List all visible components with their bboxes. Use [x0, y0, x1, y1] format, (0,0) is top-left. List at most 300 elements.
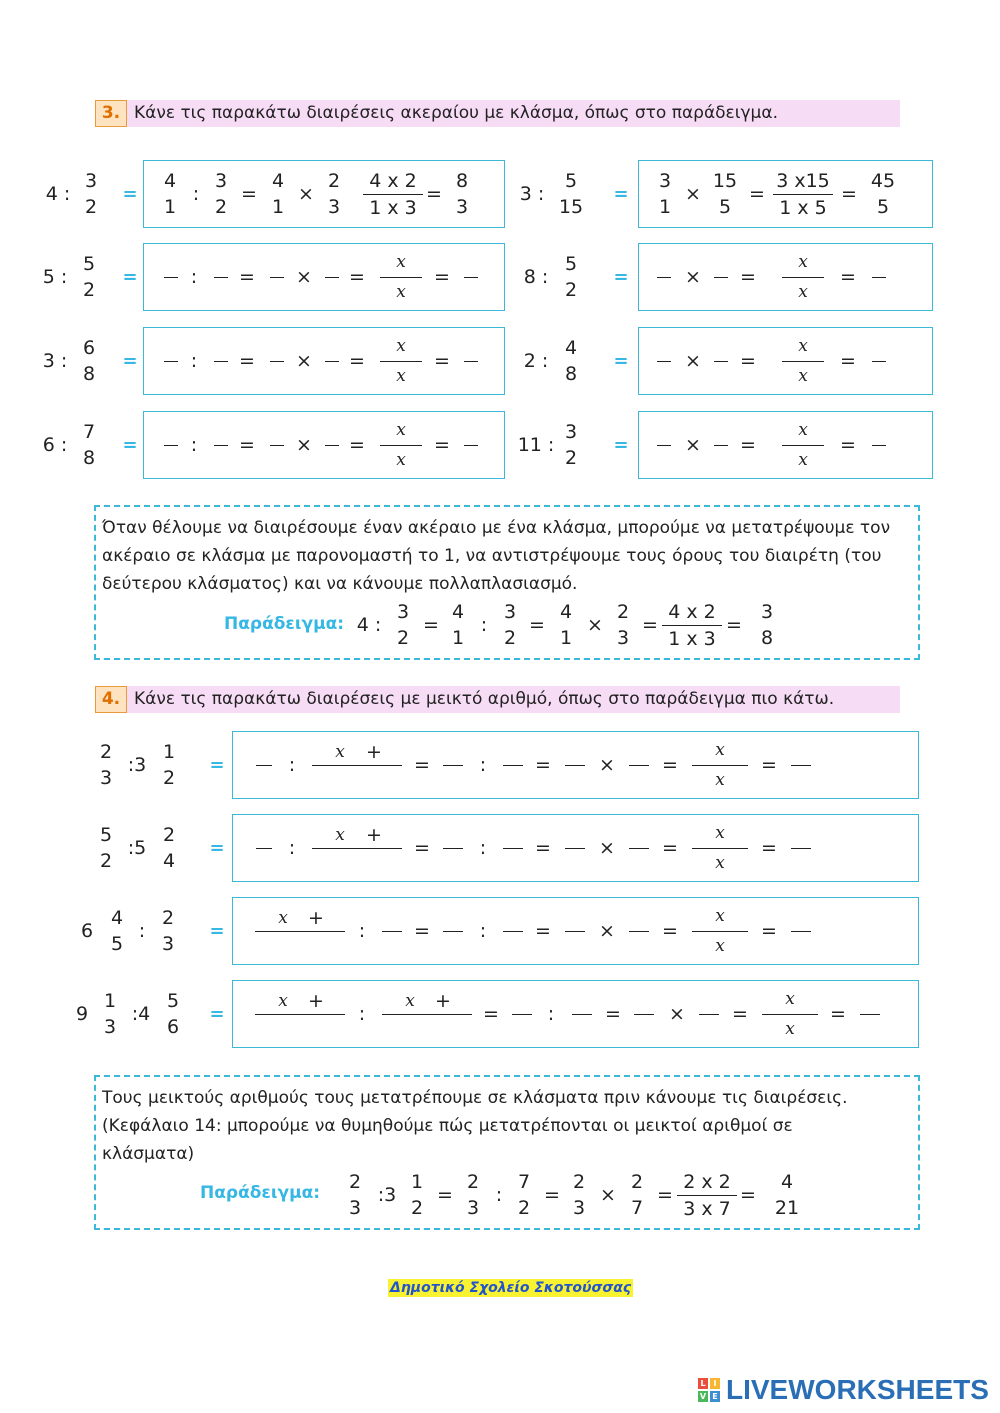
operator: : — [547, 1003, 555, 1025]
fraction — [773, 168, 833, 221]
operator: = — [740, 266, 756, 288]
integer-operand: 3 : — [519, 183, 545, 205]
operator: × — [587, 614, 603, 636]
fraction — [76, 168, 106, 220]
operator: × — [600, 1184, 616, 1206]
denominator: 4 — [162, 850, 176, 872]
variable-x: x — [396, 450, 406, 470]
numerator: 4 — [163, 170, 177, 192]
operator: = — [642, 614, 658, 636]
fraction — [153, 905, 183, 957]
operator: + — [435, 990, 451, 1012]
denominator: 1 — [163, 196, 177, 218]
rule-text-line: Τους μεικτούς αριθμούς τους μετατρέπουμε σε κλάσματα πριν κάνουμε τις διαιρέσεις. — [102, 1088, 848, 1108]
fraction — [443, 599, 473, 651]
operator: = — [740, 350, 756, 372]
answer-blank — [164, 361, 178, 362]
rule-text-line: δεύτερου κλάσματος) και να κάνουμε πολλαπλασιασμό. — [102, 574, 578, 594]
fraction — [363, 168, 423, 221]
denominator: 1 — [658, 196, 672, 218]
equals-sign: = — [122, 350, 138, 372]
fraction — [677, 1169, 737, 1222]
denominator: 15 — [558, 196, 584, 218]
fraction — [551, 599, 581, 651]
variable-x: x — [798, 420, 808, 440]
answer-blank — [565, 765, 585, 766]
denominator: 5 — [718, 196, 732, 218]
denominator: 1 — [559, 627, 573, 649]
denominator: 3 — [99, 767, 113, 789]
operator: : — [190, 350, 198, 372]
answer-blank — [255, 931, 345, 932]
fraction — [710, 168, 740, 220]
answer-blank — [791, 931, 811, 932]
variable-x: x — [715, 740, 725, 760]
operator: = — [840, 266, 856, 288]
operator: = — [426, 183, 442, 205]
operator: : — [479, 920, 487, 942]
fraction — [319, 168, 349, 220]
fraction — [564, 1169, 594, 1221]
answer-blank — [443, 931, 463, 932]
operator: = — [349, 350, 365, 372]
numerator: 2 — [99, 741, 113, 763]
variable-x: x — [396, 336, 406, 356]
variable-x: x — [785, 1019, 795, 1039]
equals-sign: = — [613, 183, 629, 205]
operator: = — [657, 1184, 673, 1206]
equals-sign: = — [209, 920, 225, 942]
answer-box — [143, 243, 505, 311]
fraction — [402, 1169, 432, 1221]
answer-blank — [714, 445, 728, 446]
integer-operand: 2 : — [523, 350, 549, 372]
fraction — [155, 168, 185, 220]
equals-sign: = — [613, 434, 629, 456]
equals-sign: = — [613, 266, 629, 288]
equals-sign: = — [209, 837, 225, 859]
answer-blank — [782, 277, 824, 278]
operator: × — [685, 266, 701, 288]
answer-blank — [214, 277, 228, 278]
denominator: 1 x 5 — [779, 197, 827, 219]
answer-blank — [464, 361, 478, 362]
operator: = — [841, 183, 857, 205]
operator: = — [535, 920, 551, 942]
operator: = — [529, 614, 545, 636]
numerator: 3 — [658, 170, 672, 192]
operator: = — [535, 754, 551, 776]
answer-blank — [164, 277, 178, 278]
variable-x: x — [396, 420, 406, 440]
section-3-header — [95, 100, 900, 127]
numerator: 6 — [82, 337, 96, 359]
fraction — [556, 168, 586, 220]
denominator: 3 — [348, 1197, 362, 1219]
numerator: 3 — [396, 601, 410, 623]
denominator: 8 — [82, 363, 96, 385]
answer-blank — [325, 361, 339, 362]
answer-blank — [699, 1014, 719, 1015]
operator: + — [366, 741, 382, 763]
answer-blank — [503, 765, 523, 766]
operator: = — [434, 434, 450, 456]
answer-blank — [657, 277, 671, 278]
operator: :3 — [377, 1184, 397, 1206]
answer-blank — [312, 848, 402, 849]
fraction — [74, 251, 104, 303]
denominator: 3 — [103, 1016, 117, 1038]
variable-x: x — [715, 906, 725, 926]
answer-blank — [214, 445, 228, 446]
numerator: 2 — [616, 601, 630, 623]
variable-x: x — [715, 823, 725, 843]
operator: = — [544, 1184, 560, 1206]
numerator: 3 — [84, 170, 98, 192]
answer-blank — [443, 848, 463, 849]
operator: × — [298, 183, 314, 205]
numerator: 8 — [455, 170, 469, 192]
answer-blank — [791, 848, 811, 849]
fraction — [868, 168, 898, 220]
variable-x: x — [335, 825, 345, 845]
operator: = — [662, 920, 678, 942]
denominator: 8 — [564, 363, 578, 385]
answer-blank — [791, 765, 811, 766]
operator: × — [296, 350, 312, 372]
fraction — [556, 335, 586, 387]
variable-x: x — [798, 282, 808, 302]
brand-logo — [698, 1374, 994, 1408]
denominator: 1 x 3 — [369, 197, 417, 219]
answer-blank — [657, 361, 671, 362]
operator: :3 — [127, 754, 147, 776]
numerator: 45 — [870, 170, 896, 192]
integer-operand: 3 : — [42, 350, 68, 372]
operator: :5 — [127, 837, 147, 859]
denominator: 2 — [410, 1197, 424, 1219]
fraction — [388, 599, 418, 651]
answer-blank — [464, 445, 478, 446]
answer-blank — [872, 277, 886, 278]
denominator: 2 — [214, 196, 228, 218]
fraction — [206, 168, 236, 220]
fraction — [772, 1169, 802, 1221]
whole-number: 9 — [75, 1003, 89, 1025]
denominator: 21 — [774, 1197, 800, 1219]
operator: × — [685, 434, 701, 456]
answer-blank — [692, 765, 748, 766]
denominator: 5 — [110, 933, 124, 955]
answer-blank — [256, 765, 272, 766]
denominator: 3 — [161, 933, 175, 955]
whole-number: 6 — [80, 920, 94, 942]
integer-operand: 11 : — [517, 434, 555, 456]
denominator: 2 — [564, 279, 578, 301]
denominator: 3 — [616, 627, 630, 649]
answer-blank — [565, 931, 585, 932]
operator: : — [288, 837, 296, 859]
answer-blank — [164, 445, 178, 446]
answer-blank — [714, 361, 728, 362]
variable-x: x — [798, 366, 808, 386]
answer-blank — [380, 445, 422, 446]
variable-x: x — [715, 770, 725, 790]
operator: = — [662, 754, 678, 776]
answer-blank — [380, 277, 422, 278]
operator: = — [840, 350, 856, 372]
denominator: 8 — [760, 627, 774, 649]
denominator: 2 — [503, 627, 517, 649]
fraction — [154, 739, 184, 791]
numerator: 4 — [110, 907, 124, 929]
answer-blank — [872, 361, 886, 362]
numerator: 1 — [103, 990, 117, 1012]
answer-blank — [464, 277, 478, 278]
fraction — [622, 1169, 652, 1221]
answer-blank — [382, 931, 402, 932]
variable-x: x — [278, 908, 288, 928]
denominator: 3 — [327, 196, 341, 218]
operator: : — [190, 434, 198, 456]
operator: = — [662, 837, 678, 859]
answer-blank — [382, 1014, 472, 1015]
answer-blank — [714, 277, 728, 278]
operator: = — [241, 183, 257, 205]
numerator: 1 — [410, 1171, 424, 1193]
denominator: 1 x 3 — [668, 628, 716, 650]
operator: = — [535, 837, 551, 859]
denominator: 2 — [82, 279, 96, 301]
operator: + — [366, 824, 382, 846]
operator: = — [732, 1003, 748, 1025]
operator: = — [761, 837, 777, 859]
denominator: 2 — [99, 850, 113, 872]
denominator: 2 — [84, 196, 98, 218]
answer-blank — [629, 931, 649, 932]
fraction — [608, 599, 638, 651]
liveworksheets-icon: L I V E — [698, 1378, 722, 1404]
numerator: 2 — [162, 824, 176, 846]
answer-blank — [860, 1014, 880, 1015]
example-label: Παράδειγμα: — [200, 1183, 321, 1203]
rule-text-line: (Κεφάλαιο 14: μπορούμε να θυμηθούμε πώς μετατρέπονται οι μεικτοί αριθμοί σε — [102, 1116, 793, 1136]
numerator: 7 — [82, 421, 96, 443]
operator: = — [740, 434, 756, 456]
variable-x: x — [396, 252, 406, 272]
example-label: Παράδειγμα: — [224, 614, 345, 634]
variable-x: x — [785, 989, 795, 1009]
fraction — [556, 251, 586, 303]
operator: = — [423, 614, 439, 636]
section-number: 3. — [95, 100, 127, 127]
fraction — [158, 988, 188, 1040]
numerator: 4 x 2 — [363, 168, 423, 195]
operator: × — [296, 266, 312, 288]
operator: = — [349, 434, 365, 456]
numerator: 5 — [166, 990, 180, 1012]
operator: 4 : — [356, 614, 382, 636]
operator: × — [685, 183, 701, 205]
variable-x: x — [798, 450, 808, 470]
equals-sign: = — [613, 350, 629, 372]
numerator: 2 — [327, 170, 341, 192]
answer-blank — [270, 277, 284, 278]
denominator: 2 — [396, 627, 410, 649]
numerator: 4 — [559, 601, 573, 623]
answer-box — [143, 327, 505, 395]
numerator: 3 — [760, 601, 774, 623]
operator: = — [239, 434, 255, 456]
numerator: 4 — [564, 337, 578, 359]
integer-operand: 5 : — [42, 266, 68, 288]
operator: :4 — [131, 1003, 151, 1025]
operator: × — [669, 1003, 685, 1025]
operator: = — [749, 183, 765, 205]
equals-sign: = — [122, 434, 138, 456]
operator: × — [599, 920, 615, 942]
answer-box — [143, 411, 505, 479]
answer-blank — [214, 361, 228, 362]
fraction — [509, 1169, 539, 1221]
variable-x: x — [396, 282, 406, 302]
fraction — [154, 822, 184, 874]
numerator: 4 — [451, 601, 465, 623]
fraction — [458, 1169, 488, 1221]
numerator: 2 x 2 — [677, 1169, 737, 1196]
numerator: 5 — [564, 170, 578, 192]
variable-x: x — [335, 742, 345, 762]
numerator: 2 — [572, 1171, 586, 1193]
numerator: 2 — [348, 1171, 362, 1193]
fraction — [650, 168, 680, 220]
school-name: Δημοτικό Σχολείο Σκοτούσσας — [390, 1280, 632, 1296]
fraction — [447, 168, 477, 220]
answer-blank — [634, 1014, 654, 1015]
operator: = — [840, 434, 856, 456]
operator: : — [358, 920, 366, 942]
section-instruction: Κάνε τις παρακάτω διαιρέσεις με μεικτό αριθμό, όπως στο παράδειγμα πιο κάτω. — [134, 689, 835, 709]
answer-blank — [325, 445, 339, 446]
numerator: 3 — [564, 421, 578, 443]
denominator: 2 — [564, 447, 578, 469]
operator: = — [414, 837, 430, 859]
operator: = — [740, 1184, 756, 1206]
operator: : — [480, 614, 488, 636]
equals-sign: = — [209, 1003, 225, 1025]
numerator: 2 — [630, 1171, 644, 1193]
numerator: 7 — [517, 1171, 531, 1193]
operator: : — [190, 266, 198, 288]
operator: : — [479, 837, 487, 859]
brand-name: LIVEWORKSHEETS — [726, 1374, 989, 1405]
fraction — [495, 599, 525, 651]
section-instruction: Κάνε τις παρακάτω διαιρέσεις ακεραίου με κλάσμα, όπως στο παράδειγμα. — [134, 103, 778, 123]
numerator: 2 — [161, 907, 175, 929]
operator: = — [830, 1003, 846, 1025]
numerator: 4 x 2 — [662, 599, 722, 626]
fraction — [340, 1169, 370, 1221]
numerator: 4 — [780, 1171, 794, 1193]
fraction — [662, 599, 722, 652]
section-number: 4. — [95, 686, 127, 713]
fraction — [102, 905, 132, 957]
answer-blank — [503, 931, 523, 932]
variable-x: x — [405, 991, 415, 1011]
operator: : — [358, 1003, 366, 1025]
integer-operand: 8 : — [523, 266, 549, 288]
denominator: 5 — [876, 196, 890, 218]
answer-blank — [325, 277, 339, 278]
fraction — [74, 335, 104, 387]
numerator: 5 — [99, 824, 113, 846]
answer-blank — [572, 1014, 592, 1015]
denominator: 1 — [451, 627, 465, 649]
variable-x: x — [715, 853, 725, 873]
operator: + — [308, 907, 324, 929]
numerator: 3 — [214, 170, 228, 192]
answer-blank — [872, 445, 886, 446]
fraction — [95, 988, 125, 1040]
operator: + — [308, 990, 324, 1012]
fraction — [263, 168, 293, 220]
operator: = — [437, 1184, 453, 1206]
denominator: 3 x 7 — [683, 1198, 731, 1220]
denominator: 7 — [630, 1197, 644, 1219]
denominator: 3 — [455, 196, 469, 218]
fraction — [91, 822, 121, 874]
answer-blank — [270, 445, 284, 446]
variable-x: x — [798, 336, 808, 356]
operator: = — [761, 754, 777, 776]
equals-sign: = — [122, 183, 138, 205]
numerator: 5 — [82, 253, 96, 275]
answer-blank — [692, 848, 748, 849]
numerator: 5 — [564, 253, 578, 275]
answer-blank — [629, 765, 649, 766]
fraction — [752, 599, 782, 651]
rule-text-line: Όταν θέλουμε να διαιρέσουμε έναν ακέραιο με ένα κλάσμα, μπορούμε να μετατρέψουμε τον — [102, 518, 891, 538]
operator: = — [434, 266, 450, 288]
denominator: 2 — [162, 767, 176, 789]
rule-text-line: ακέραιο σε κλάσμα με παρονομαστή το 1, να αντιστρέψουμε τους όρους του διαιρέτη (του — [102, 546, 882, 566]
section-4-header — [95, 686, 900, 713]
operator: = — [239, 350, 255, 372]
variable-x: x — [715, 936, 725, 956]
answer-blank — [443, 765, 463, 766]
variable-x: x — [798, 252, 808, 272]
answer-blank — [503, 848, 523, 849]
answer-blank — [657, 445, 671, 446]
operator: : — [288, 754, 296, 776]
operator: : — [479, 754, 487, 776]
numerator: 3 — [503, 601, 517, 623]
answer-blank — [312, 765, 402, 766]
answer-blank — [629, 848, 649, 849]
denominator: 8 — [82, 447, 96, 469]
numerator: 3 x15 — [773, 168, 833, 195]
answer-blank — [512, 1014, 532, 1015]
answer-blank — [255, 1014, 345, 1015]
rule-text-line: κλάσματα) — [102, 1144, 195, 1164]
operator: = — [414, 920, 430, 942]
fraction — [91, 739, 121, 791]
equals-sign: = — [209, 754, 225, 776]
operator: = — [239, 266, 255, 288]
numerator: 1 — [162, 741, 176, 763]
variable-x: x — [396, 366, 406, 386]
denominator: 6 — [166, 1016, 180, 1038]
